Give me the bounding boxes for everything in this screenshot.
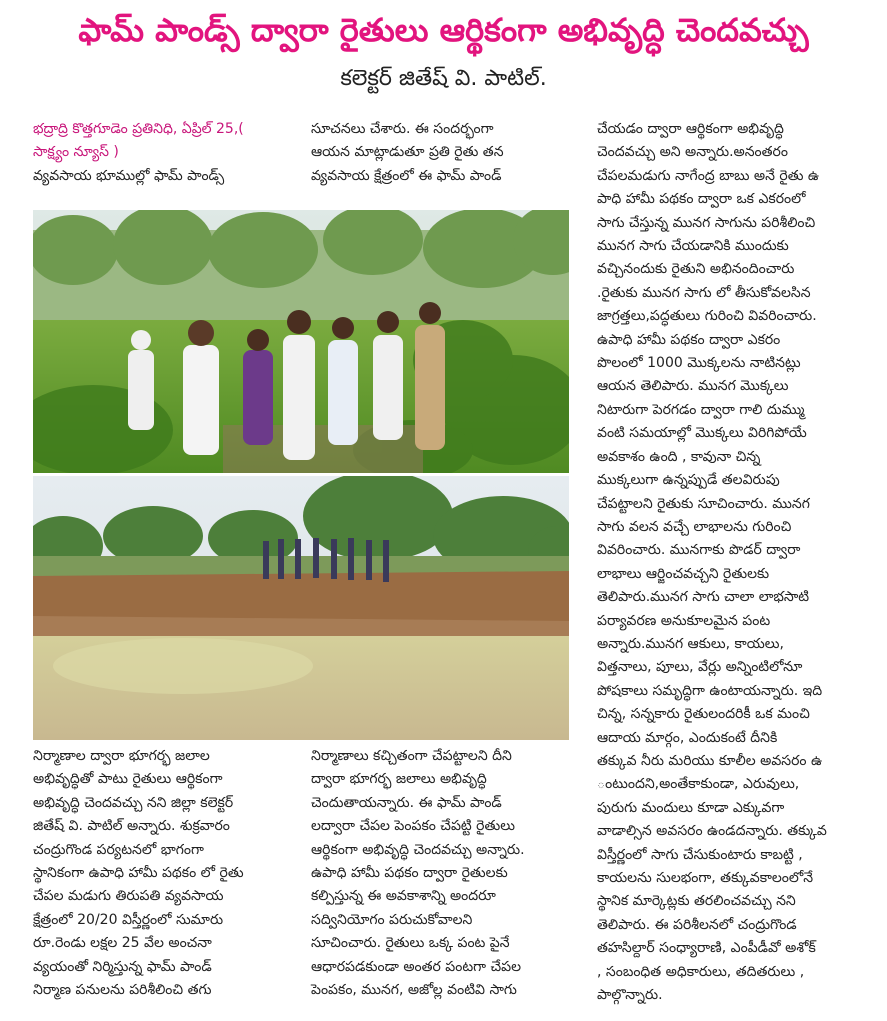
column-2-top-text: సూచనలు చేశారు. ఈ సందర్భంగా ఆయన మాట్లాడుతూ ప్రతి రైతు తన వ్యవసాయ క్షేత్రంలో ఈ ఫామ్ పాండ్ <box>311 121 504 184</box>
farm-pond-photo <box>33 476 569 740</box>
column-1-top <box>33 118 293 188</box>
dateline: భద్రాద్రి కొత్తగూడెం ప్రతినిధి, ఏప్రిల్ 25,( సాక్ష్యం న్యూస్ ) <box>33 121 244 161</box>
subheadline: కలెక్టర్ జితేష్ వి. పాటిల్. <box>340 66 547 91</box>
column-2-bottom <box>311 745 569 1002</box>
column-2-bottom-text: నిర్మాణాలు కచ్చితంగా చేపట్టాలని దీని ద్వారా భూగర్భ జలాలు అభివృద్ధి చెందుతాయన్నారు. ఈ ఫామ్ పాండ్ లద్వారా చేపల పెంపకం చేపట్టి రైతులు ఆర్థికంగా అభివృద్ధి చెందవచ్చు అన్నారు. ఉపాధి హామీ పథకం ద్వారా రైతులకు కల్పిస్తున్న ఈ అవకాశాన్ని అందరూ సద్వినియోగం పరుచుకోవాలని సూచించారు. రైతులు ఒక్క పంట పైనే ఆధారపడకుండా అంతర పంటగా చేపల పెంపకం, మునగ, అజోల్ల వంటివి సాగు <box>311 748 525 999</box>
column-1-bottom-text: నిర్మాణాల ద్వారా భూగర్భ జలాల అభివృద్ధితో పాటు రైతులు ఆర్థికంగా అభివృద్ధి చెందవచ్చు నని జిల్లా కలెక్టర్ జితేష్ వి. పాటిల్ అన్నారు. శుక్రవారం చంద్రుగొండ పర్యటనలో భాగంగా స్థానికంగా ఉపాధి హామీ పథకం లో రైతు చేపల మడుగు తిరుపతి వ్యవసాయ క్షేత్రంలో 20/20 విస్తీర్ణంలో సుమారు రూ.రెండు లక్షల 25 వేల అంచనా వ్యయంతో నిర్మిస్తున్న ఫామ్ పాండ్ నిర్మాణ పనులను పరిశీలించి తగు <box>33 748 244 999</box>
headline: ఫామ్ పాండ్స్ ద్వారా రైతులు ఆర్థికంగా అభివృద్ధి చెందవచ్చు <box>78 11 809 49</box>
column-2-top <box>311 118 569 188</box>
field-inspection-photo <box>33 210 569 473</box>
column-3-text: చేయడం ద్వారా ఆర్థికంగా అభివృద్ధి చెందవచ్చు అని అన్నారు.అనంతరం చేపలమడుగు నాగేంద్ర బాబు అనే రైతు ఉ పాధి హామీ పథకం ద్వారా ఒక ఎకరంలో సాగు చేస్తున్న మునగ సాగును పరిశీలించి మునగ సాగు చేయడానికి ముందుకు వచ్చినందుకు రైతుని అభినందించారు .రైతుకు మునగ సాగు లో తీసుకోవలసిన జాగ్రత్తలు,పద్ధతులు గురించి వివరించారు. ఉపాధి హామీ పథకం ద్వారా ఎకరం పొలంలో 1000 మొక్కలను నాటినట్లు ఆయన తెలిపారు. మునగ మొక్కలు నిటారుగా పెరగడం ద్వారా గాలి దుమ్ము వంటి సమయాల్లో మొక్కలు విరిగిపోయే అవకాశం ఉంది , కావునా చిన్న ముక్కలుగా ఉన్నప్పుడే తలవిరుపు చేపట్టాలని రైతుకు సూచించారు. మునగ సాగు వలన వచ్చే లాభాలను గురించి వివరించారు. మునగాకు పొడర్ ద్వారా లాభాలు ఆర్జించవచ్చని రైతులకు తెలిపారు.మునగ సాగు చాలా లాభసాటి పర్యావరణ అనుకూలమైన పంట అన్నారు.మునగ ఆకులు, కాయలు, విత్తనాలు, పూలు, వేర్లు అన్నింటిలోనూ పోషకాలు సమృద్ధిగా ఉంటాయన్నారు. ఇది చిన్న, సన్నకారు రైతులందరికీ ఒక మంచి ఆదాయ మార్గం, ఎందుకంటే దీనికి తక్కువ నీరు మరియు కూలీల అవసరం ఉ ంటుందని,అంతేకాకుండా, ఎరువులు, పురుగు మందులు కూడా ఎక్కువగా వాడాల్సిన అవసరం ఉండదన్నారు. తక్కువ విస్తీర్ణంలో సాగు చేసుకుంటారు కాబట్టి , కాయలను సులభంగా, తక్కువకాలంలోనే స్థానిక మార్కెట్లకు తరలించవచ్చు నని తెలిపారు. ఈ పరిశీలనలో చంద్రుగొండ తహసిల్దార్ సంధ్యారాణి, ఎంపీడీవో అశోక్ , సంబంధిత అధికారులు, తదితరులు , పాల్గొన్నారు. <box>597 121 827 1004</box>
column-3 <box>597 118 859 1007</box>
column-1-top-text: వ్యవసాయ భూముల్లో ఫామ్ పాండ్స్ <box>33 167 225 184</box>
column-1-bottom <box>33 745 293 1002</box>
